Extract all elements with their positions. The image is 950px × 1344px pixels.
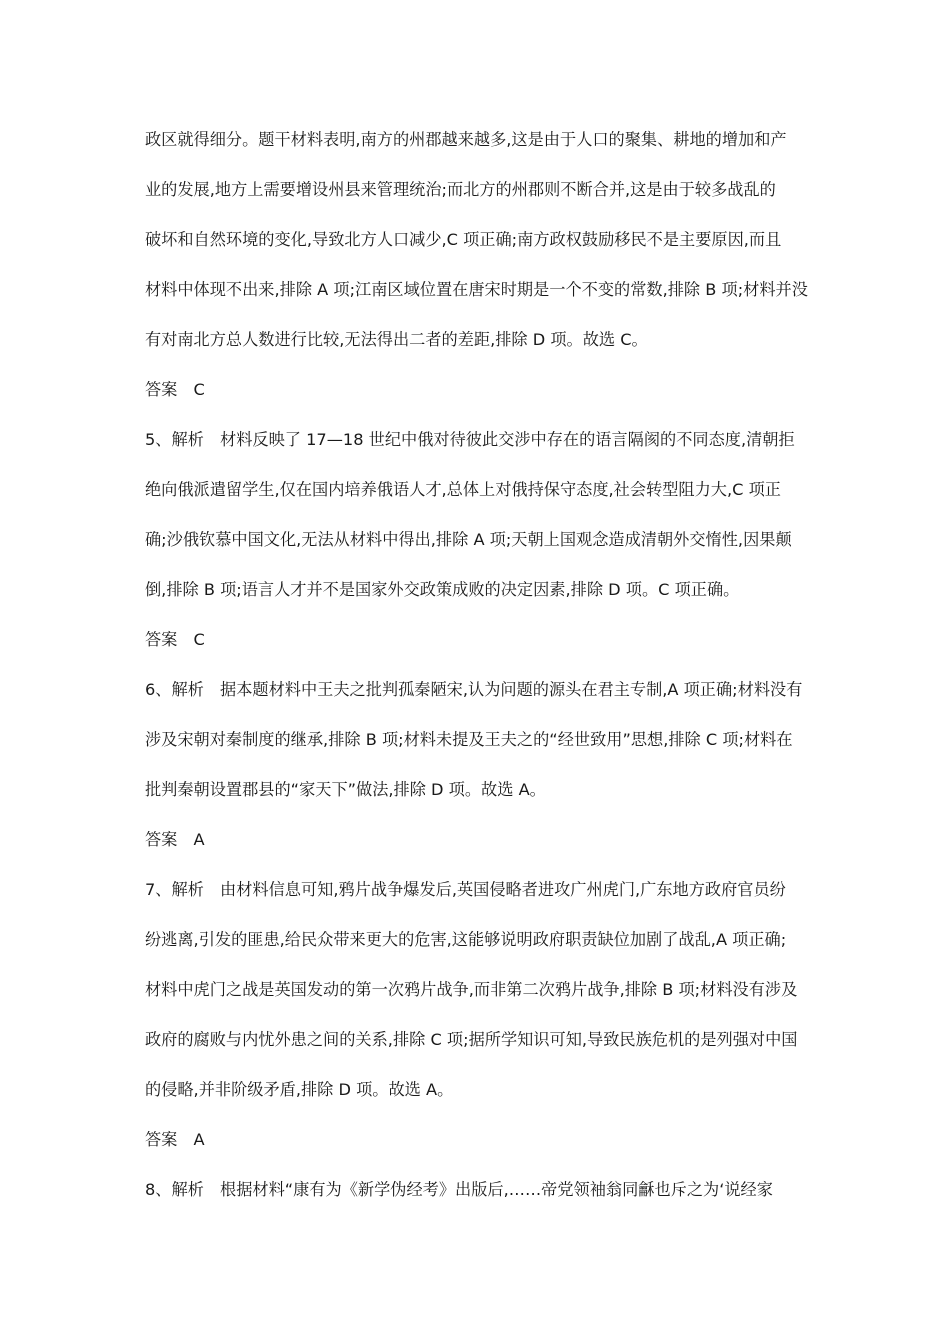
text-line: 批判秦朝设置郡县的“家天下”做法,排除 D 项。故选 A。: [145, 780, 546, 799]
text-line: 材料中虎门之战是英国发动的第一次鸦片战争,而非第二次鸦片战争,排除 B 项;材料没有涉及: [145, 980, 798, 999]
text-line: 业的发展,地方上需要增设州县来管理统治;而北方的州郡则不断合并,这是由于较多战乱的: [145, 180, 776, 199]
text-line: 纷逃离,引发的匪患,给民众带来更大的危害,这能够说明政府职责缺位加剧了战乱,A 项正确;: [145, 930, 787, 949]
text-line: 的侵略,并非阶级矛盾,排除 D 项。故选 A。: [145, 1080, 454, 1099]
answer-line: 答案 A: [145, 1130, 205, 1149]
explanation-heading-7: 7、解析 由材料信息可知,鸦片战争爆发后,英国侵略者进攻广州虎门,广东地方政府官员纷: [145, 880, 786, 899]
explanation-heading-8: 8、解析 根据材料“康有为《新学伪经考》出版后,……帝党领袖翁同龢也斥之为‘说经家: [145, 1180, 773, 1199]
answer-line: 答案 C: [145, 630, 205, 649]
text-line: 有对南北方总人数进行比较,无法得出二者的差距,排除 D 项。故选 C。: [145, 330, 648, 349]
text-line: 涉及宋朝对秦制度的继承,排除 B 项;材料未提及王夫之的“经世致用”思想,排除 C 项;材料在: [145, 730, 793, 749]
text-line: 政府的腐败与内忧外患之间的关系,排除 C 项;据所学知识可知,导致民族危机的是列强对中国: [145, 1030, 798, 1049]
text-line: 材料中体现不出来,排除 A 项;江南区域位置在唐宋时期是一个不变的常数,排除 B 项;材料并没: [145, 280, 808, 299]
answer-line: 答案 A: [145, 830, 205, 849]
answer-line: 答案 C: [145, 380, 205, 399]
text-line: 破坏和自然环境的变化,导致北方人口减少,C 项正确;南方政权鼓励移民不是主要原因,而且: [145, 230, 782, 249]
explanation-heading-6: 6、解析 据本题材料中王夫之批判孤秦陋宋,认为问题的源头在君主专制,A 项正确;材料没有: [145, 680, 803, 699]
text-line: 确;沙俄钦慕中国文化,无法从材料中得出,排除 A 项;天朝上国观念造成清朝外交惰性,因果颠: [145, 530, 792, 549]
text-line: 政区就得细分。题干材料表明,南方的州郡越来越多,这是由于人口的聚集、耕地的增加和产: [145, 130, 787, 149]
text-line: 绝向俄派遣留学生,仅在国内培养俄语人才,总体上对俄持保守态度,社会转型阻力大,C 项正: [145, 480, 781, 499]
explanation-heading-5: 5、解析 材料反映了 17—18 世纪中俄对待彼此交涉中存在的语言隔阂的不同态度,清朝拒: [145, 430, 795, 449]
text-line: 倒,排除 B 项;语言人才并不是国家外交政策成败的决定因素,排除 D 项。C 项正确。: [145, 580, 740, 599]
